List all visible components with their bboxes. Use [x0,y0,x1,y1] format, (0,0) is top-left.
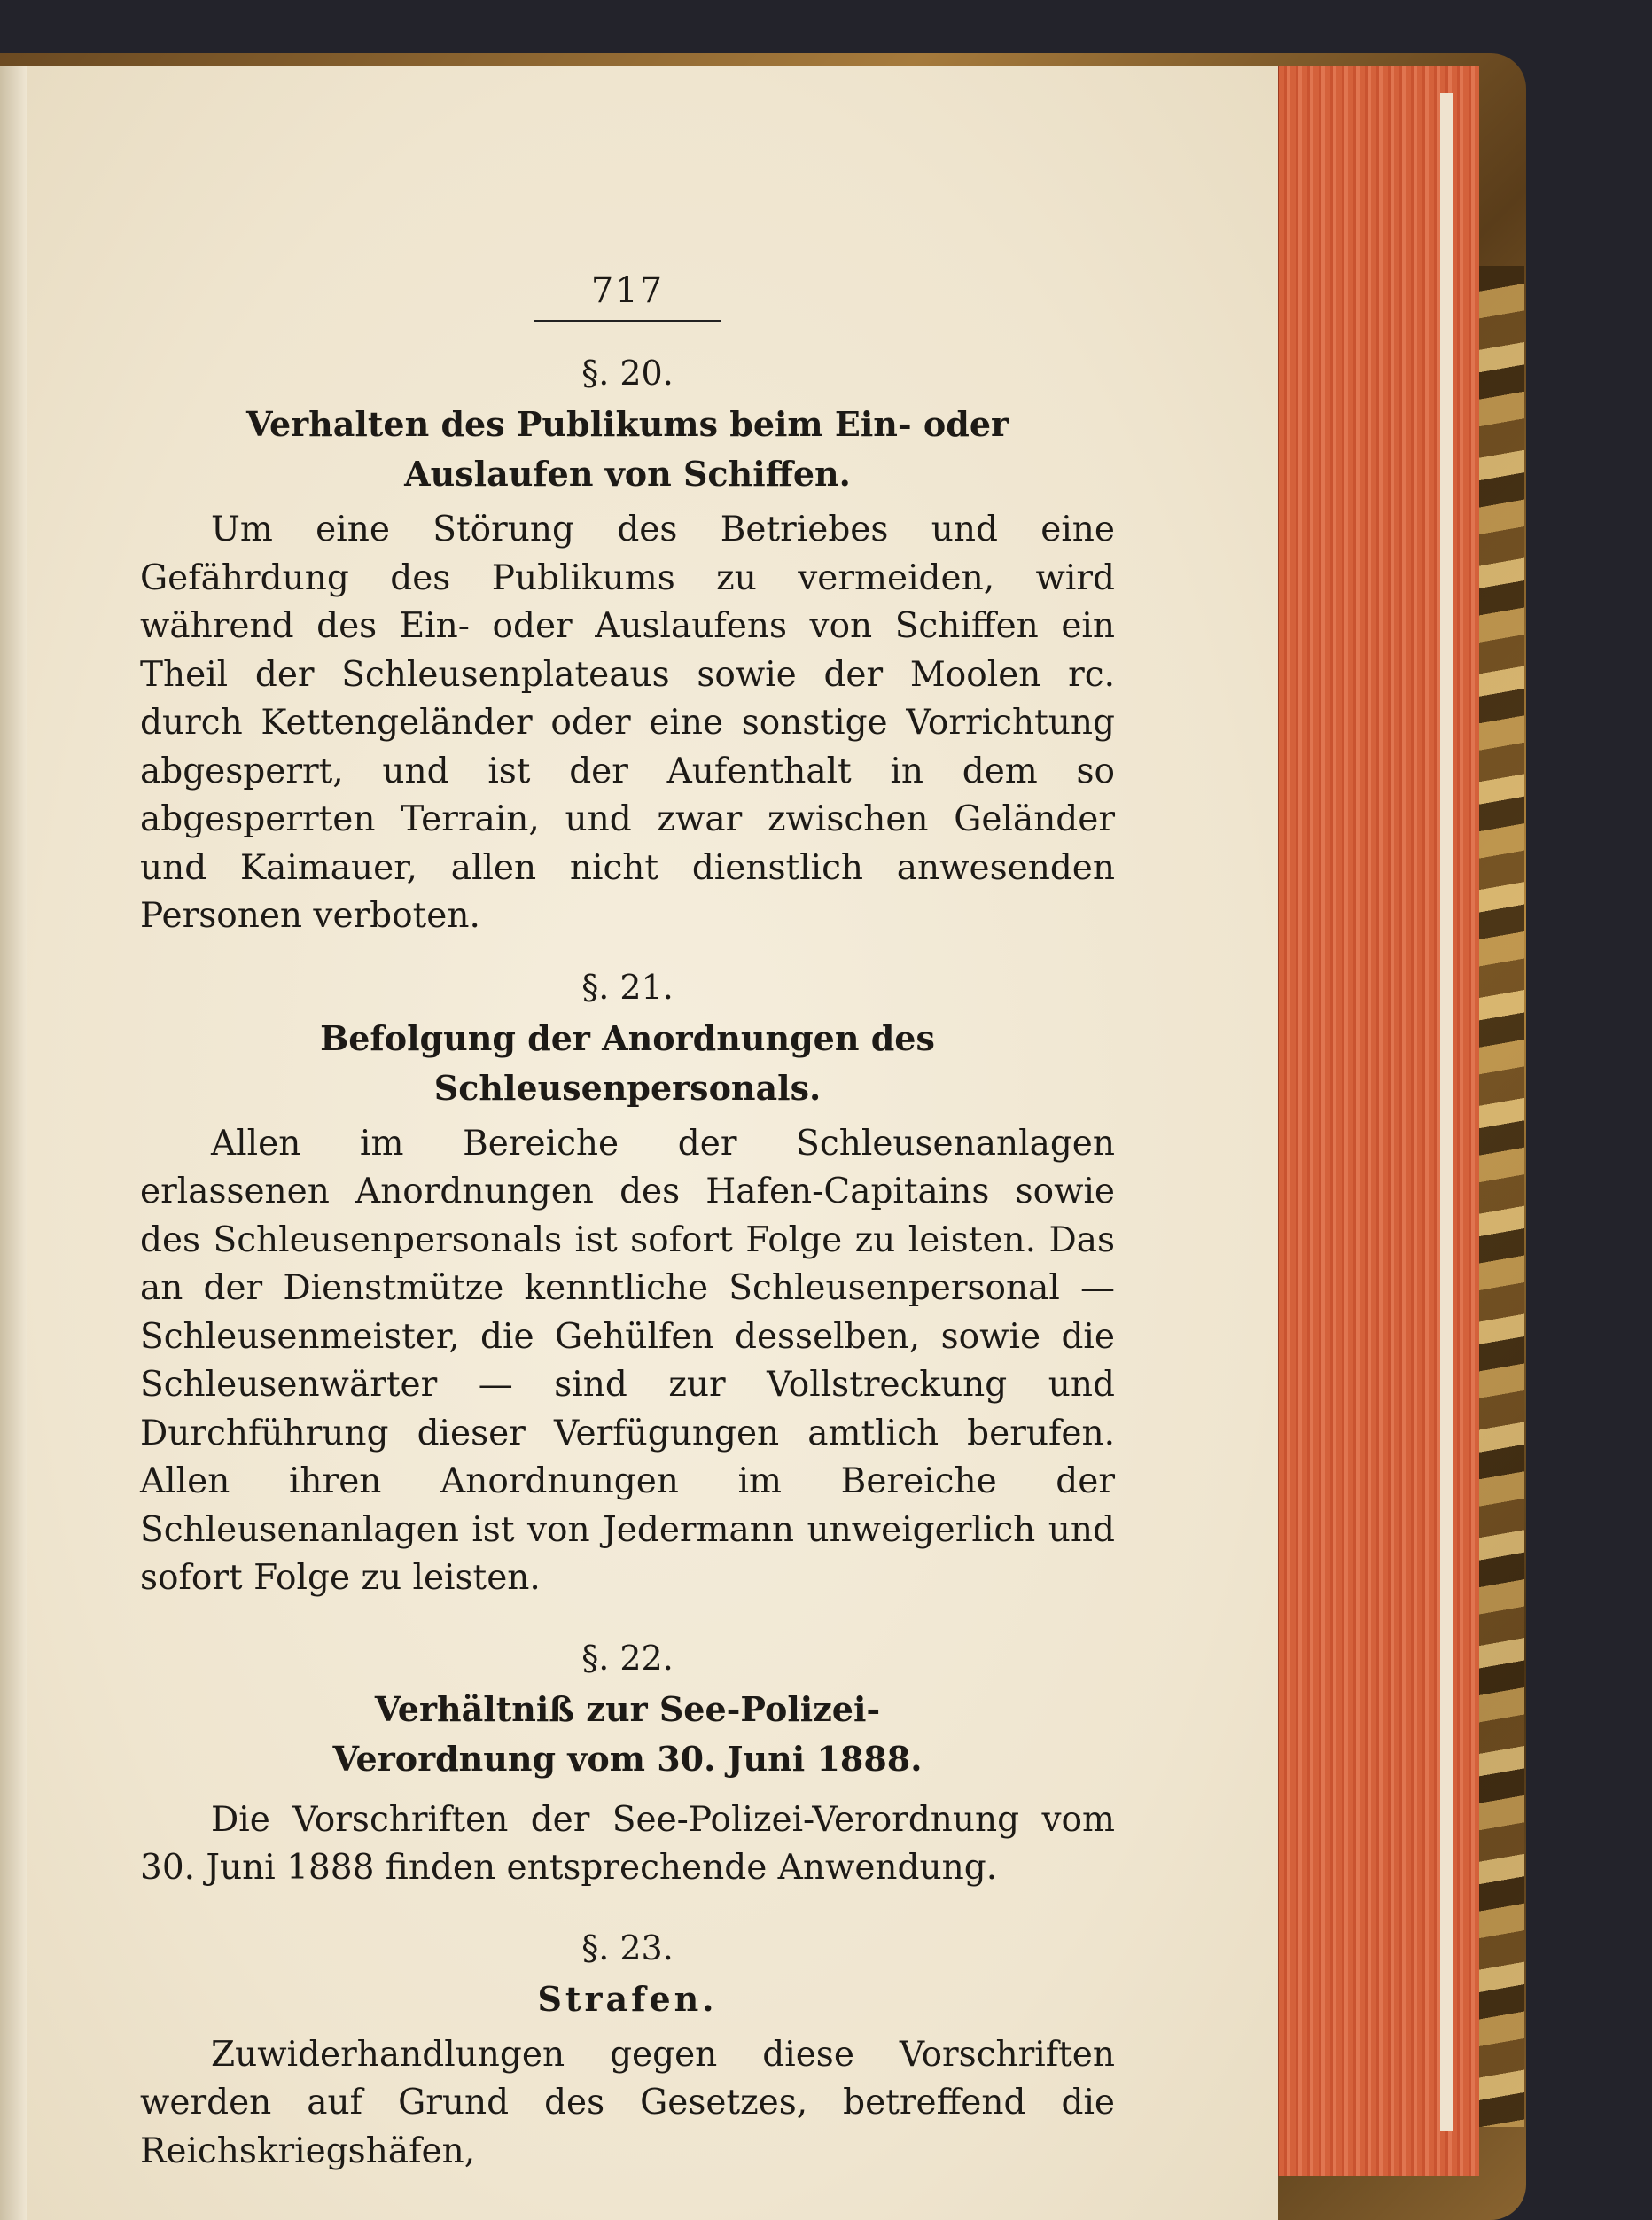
page-number-rule [534,320,721,322]
section-text: Zuwiderhandlungen gegen diese Vorschriften werden auf Grund des Gesetzes, betreffend die Reichskriegshäfen, [140,2034,1115,2171]
section-number: §. 20. [581,354,674,393]
section-heading: Verhältniß zur See-Polizei-Verordnung vom 30. Juni 1888. [332,1688,923,1779]
section-number: §. 21. [581,967,674,1007]
previous-page-edge [0,66,27,2220]
section-heading: Verhalten des Publikums beim Ein- oder Auslaufen von Schiffen. [245,404,1009,494]
section-22 [140,1639,1115,1893]
section-text: Die Vorschriften der See-Polizei-Verordnung vom 30. Juni 1888 finden entsprechende Anwendung. [140,1799,1115,1888]
page-content [140,199,1115,2176]
section-text: Allen im Bereiche der Schleusenanlagen erlassenen Anordnungen des Hafen-Capitains sowie des Schleusenpersonals ist sofort Folge zu leisten. Das an der Dienstmütze kenntliche Schleusenpersonal — Schleusenmeister, die Gehülfen desselben, sowie die Schleusenwärter — sind zur Vollstreckung und Durchführung dieser Verfügungen amtlich berufen. Allen ihren Anordnungen im Bereiche der Schleusenanlagen ist von Jedermann unweigerlich und sofort Folge zu leisten. [140,1123,1115,1598]
page-number: 717 [590,270,665,311]
section-23 [140,1928,1115,2177]
section-number: §. 22. [581,1638,674,1678]
marbled-cover-edge [1471,266,1524,2127]
section-heading: Befolgung der Anordnungen des Schleusenpersonals. [320,1017,935,1108]
section-20 [140,354,1115,941]
page-edge-highlight [1440,93,1453,2131]
section-number: §. 23. [581,1928,674,1967]
section-21 [140,968,1115,1603]
section-text: Um eine Störung des Betriebes und eine Gefährdung des Publikums zu vermeiden, wird während des Ein- oder Auslaufens von Schiffen ein Theil der Schleusenplateaus sowie der Moolen rc. durch Kettengeländer oder eine sonstige Vorrichtung abgesperrt, und ist der Aufenthalt in dem so abgesperrten Terrain, und zwar zwischen Geländer und Kaimauer, allen nicht dienstlich anwesenden Personen verboten. [140,510,1115,936]
book-page [27,66,1278,2220]
section-heading: Strafen. [537,1978,718,2019]
page-edges [1276,66,1479,2176]
